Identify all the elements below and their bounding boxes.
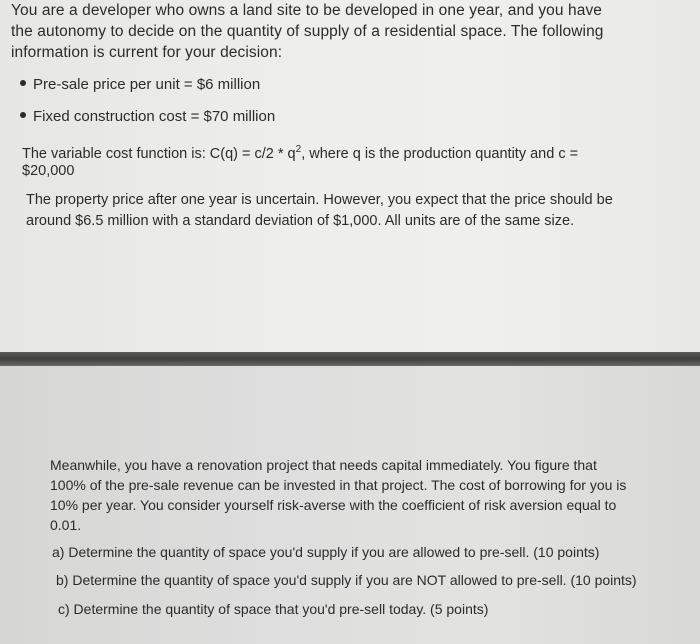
- bullet-text: Pre-sale price per unit = $6 million: [33, 76, 261, 93]
- renovation-paragraph: Meanwhile, you have a renovation project that needs capital immediately. You figure that 100% of the pre-sale revenue can be invested in that project. The cost of borrowing for you is 10% per year. You consider yourself risk-averse with the coefficient of risk aversion equal to 0.01.: [50, 457, 627, 533]
- bullet-fixed-cost: [20, 107, 275, 127]
- bullet-dot-icon: [20, 112, 26, 118]
- cost-function-line: [22, 139, 578, 165]
- cost-function-suffix: , where q is the production quantity and c =: [301, 145, 579, 162]
- intro-paragraph: You are a developer who owns a land site to be developed in one year, and you have the autonomy to decide on the quantity of supply of a residential space. The following information is current for your decision:: [11, 2, 604, 61]
- question-c: c) Determine the quantity of space that you'd pre-sell today. (5 points): [58, 601, 489, 617]
- cost-function-prefix: The variable cost function is: C(q) = c/2 * q: [22, 145, 296, 162]
- page-divider: [0, 352, 700, 366]
- price-paragraph: The property price after one year is uncertain. However, you expect that the price should be around $6.5 million with a standard deviation of $1,000. All units are of the same size.: [26, 192, 613, 229]
- bullet-text: Fixed construction cost = $70 million: [33, 108, 276, 125]
- question-b: b) Determine the quantity of space you'd supply if you are NOT allowed to pre-sell. (10 points): [56, 572, 637, 588]
- cost-function-value: $20,000: [22, 163, 75, 179]
- cost-function-exponent: 2: [295, 144, 302, 155]
- bullet-dot-icon: [20, 80, 26, 86]
- question-a: a) Determine the quantity of space you'd supply if you are allowed to pre-sell. (10 points): [52, 544, 600, 560]
- bullet-pre-sale-price: [20, 75, 260, 95]
